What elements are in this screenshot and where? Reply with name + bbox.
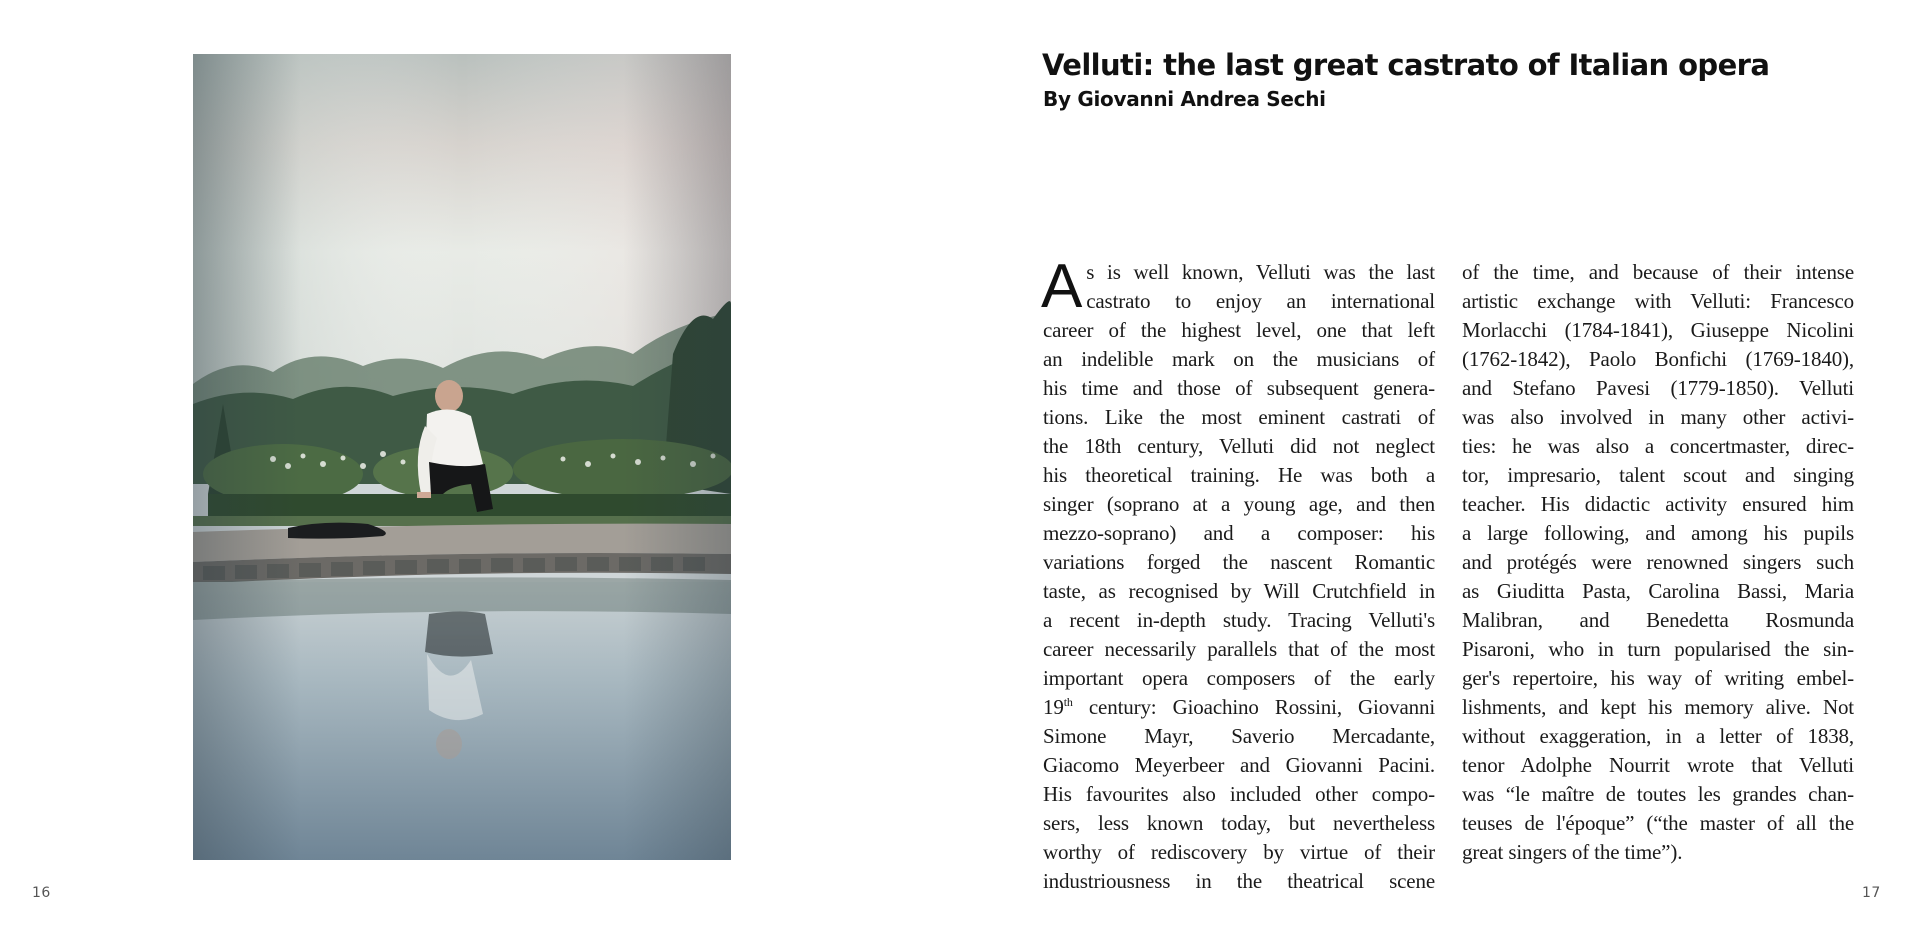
text-line: Morlacchi (1784-1841), Giuseppe Nicolini bbox=[1462, 318, 1854, 342]
text-line: tenor Adolphe Nourrit wrote that Velluti bbox=[1462, 753, 1854, 777]
century-rest: century: Gioachino Rossini, Giovanni bbox=[1072, 695, 1435, 719]
text-line: his time and those of subsequent genera- bbox=[1043, 376, 1435, 400]
text-line: ger's repertoire, his way of writing embel- bbox=[1462, 666, 1854, 690]
text-line: teacher. His didactic activity ensured him bbox=[1462, 492, 1854, 516]
text-line: important opera composers of the early bbox=[1043, 666, 1435, 690]
text-line: worthy of rediscovery by virtue of their bbox=[1043, 840, 1435, 864]
text-line: teuses de l'époque” (“the master of all the bbox=[1462, 811, 1854, 835]
page-number-left: 16 bbox=[32, 885, 51, 901]
century-number: 19 bbox=[1043, 695, 1064, 719]
text-line: great singers of the time”). bbox=[1462, 840, 1683, 864]
text-line: Giacomo Meyerbeer and Giovanni Pacini. bbox=[1043, 753, 1435, 777]
text-line: mezzo-soprano) and a composer: his bbox=[1043, 521, 1435, 545]
century-superscript: th bbox=[1063, 695, 1073, 709]
text-line: industriousness in the theatrical scene bbox=[1043, 869, 1435, 893]
text-line: variations forged the nascent Romantic bbox=[1043, 550, 1435, 574]
text-line: castrato to enjoy an international bbox=[1086, 289, 1435, 313]
text-line: His favourites also included other compo- bbox=[1043, 782, 1435, 806]
text-line: a large following, and among his pupils bbox=[1462, 521, 1854, 545]
text-line: his theoretical training. He was both a bbox=[1043, 463, 1435, 487]
text-line: the 18th century, Velluti did not neglect bbox=[1043, 434, 1435, 458]
text-line: lishments, and kept his memory alive. Not bbox=[1462, 695, 1854, 719]
text-line: Simone Mayr, Saverio Mercadante, bbox=[1043, 724, 1435, 748]
text-line: s is well known, Velluti was the last bbox=[1086, 260, 1435, 284]
text-line: (1762-1842), Paolo Bonfichi (1769-1840), bbox=[1462, 347, 1854, 371]
text-line: taste, as recognised by Will Crutchfield in bbox=[1043, 579, 1435, 603]
text-line: sers, less known today, but nevertheless bbox=[1043, 811, 1435, 835]
text-line: an indelible mark on the musicians of bbox=[1043, 347, 1435, 371]
article-byline: By Giovanni Andrea Sechi bbox=[1043, 87, 1326, 111]
text-line: was “le maître de toutes les grandes chan- bbox=[1462, 782, 1854, 806]
text-line: of the time, and because of their intense bbox=[1462, 260, 1854, 284]
text-line: career of the highest level, one that left bbox=[1043, 318, 1435, 342]
text-line: as Giuditta Pasta, Carolina Bassi, Maria bbox=[1462, 579, 1854, 603]
article-column-1 bbox=[1041, 252, 1435, 896]
article-column-2 bbox=[1462, 258, 1854, 867]
text-line: ties: he was also a concertmaster, direc- bbox=[1462, 434, 1854, 458]
drop-cap: A bbox=[1041, 252, 1083, 321]
text-line: a recent in-depth study. Tracing Velluti's bbox=[1043, 608, 1435, 632]
text-line: tor, impresario, talent scout and singing bbox=[1462, 463, 1854, 487]
text-line: artistic exchange with Velluti: Francesco bbox=[1462, 289, 1854, 313]
text-line: and Stefano Pavesi (1779-1850). Velluti bbox=[1462, 376, 1854, 400]
article-title: Velluti: the last great castrato of Italian opera bbox=[1042, 48, 1770, 82]
text-line: Malibran, and Benedetta Rosmunda bbox=[1462, 608, 1854, 632]
text-line: and protégés were renowned singers such bbox=[1462, 550, 1854, 574]
text-line: without exaggeration, in a letter of 1838, bbox=[1462, 724, 1854, 748]
text-line: Pisaroni, who in turn popularised the sin- bbox=[1462, 637, 1854, 661]
photo-illustration bbox=[193, 54, 731, 860]
page-number-right: 17 bbox=[1862, 885, 1881, 901]
text-line: tions. Like the most eminent castrati of bbox=[1043, 405, 1435, 429]
text-line: was also involved in many other activi- bbox=[1462, 405, 1854, 429]
text-line: career necessarily parallels that of the most bbox=[1043, 637, 1435, 661]
text-line: singer (soprano at a young age, and then bbox=[1043, 492, 1435, 516]
text-line-century bbox=[1043, 693, 1435, 722]
article-photo bbox=[193, 54, 731, 860]
